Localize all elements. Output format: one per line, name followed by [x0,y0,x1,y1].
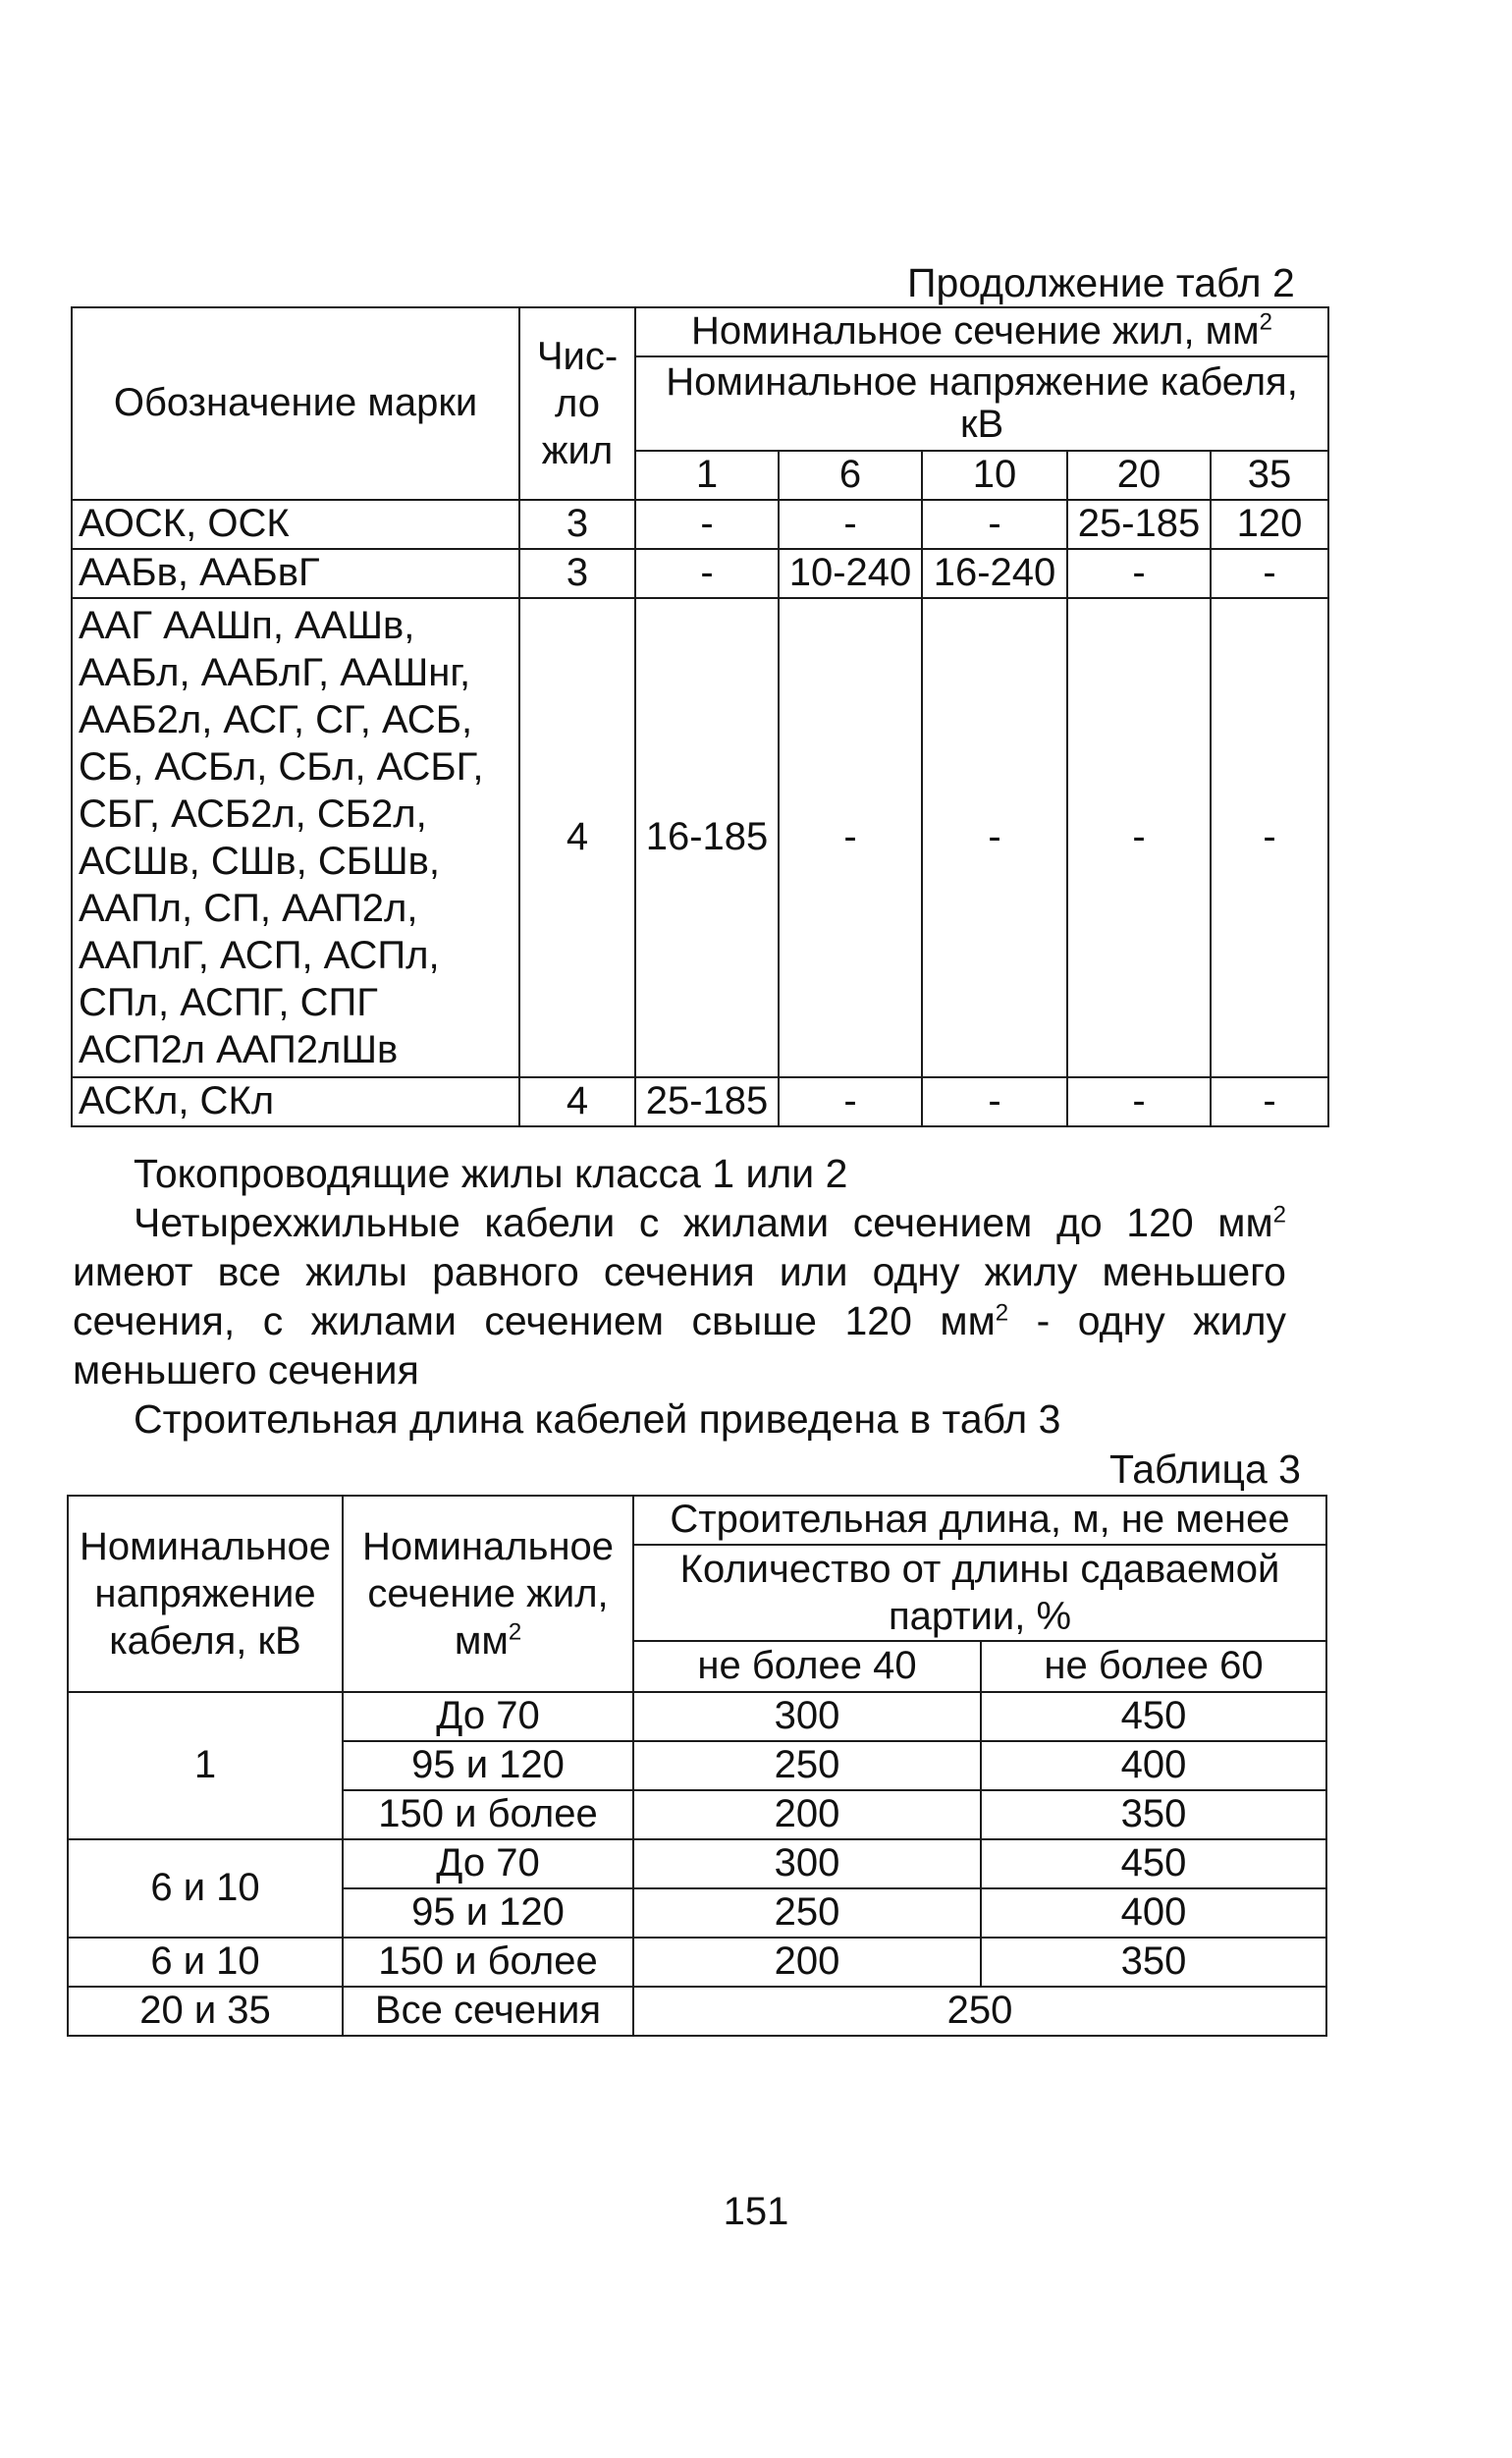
row-section: Все сечения [343,1987,633,2036]
row-voltage: 6 и 10 [68,1938,343,1987]
cell: 25-185 [1067,500,1211,549]
cell: 16-240 [922,549,1067,598]
table-row [72,1077,1328,1126]
header-quantity: Количество от длины сдаваемой партии, % [633,1545,1326,1641]
header-cores: Чис- ло жил [519,307,635,500]
cell: - [1211,1077,1328,1126]
header-section: Номинальное сечение жил, $мм^2$ [343,1496,633,1692]
cell: 250 [633,1888,981,1938]
cell: 25-185 [635,1077,779,1126]
row-cores: 4 [519,598,635,1077]
header-col-60: не более 60 [981,1641,1326,1692]
row-section: 95 и 120 [343,1741,633,1790]
row-mark: ААГ ААШп, ААШв, ААБл, ААБлГ, ААШнг, ААБ2л, АСГ, СГ, АСБ, СБ, АСБл, СБл, АСБГ, СБГ, АСБ2л, СБ2л, АСШв, СШв, СБШв, ААПл, СП, ААП2л, ААПлГ, АСП, АСПл, СПл, АСПГ, СПГ АСП2л ААП2лШв [72,598,519,1077]
table3-caption: Таблица 3 [1109,1447,1301,1492]
table-row [72,549,1328,598]
table-row [68,1987,1326,2036]
paragraph: Четырехжильные кабели с жилами сечением до 120 $мм^2$ имеют все жилы равного сечения или одну жилу меньшего сечения, с жилами сечением свыше 120 $мм^2$ - одну жилу меньшего сечения [73,1200,1286,1393]
row-section: До 70 [343,1839,633,1888]
cell: - [635,500,779,549]
row-mark: АОСК, ОСК [72,500,519,549]
cell: 120 [1211,500,1328,549]
row-cores: 3 [519,500,635,549]
cell: 400 [981,1888,1326,1938]
row-mark: ААБв, ААБвГ [72,549,519,598]
paragraph: Строительная длина кабелей приведена в табл 3 [134,1396,1061,1442]
row-section: До 70 [343,1692,633,1741]
cell: - [779,598,922,1077]
header-mark: Обозначение марки [72,307,519,500]
header-voltage-1: 1 [635,451,779,500]
row-cores: 3 [519,549,635,598]
cell: 300 [633,1692,981,1741]
table-2 [71,306,1329,1127]
cell: 450 [981,1692,1326,1741]
cell: 250 [633,1741,981,1790]
cell: 350 [981,1790,1326,1839]
table-row [72,500,1328,549]
header-voltage-35: 35 [1211,451,1328,500]
row-section: 150 и более [343,1938,633,1987]
header-voltage-6: 6 [779,451,922,500]
table-row [68,1839,1326,1888]
cell: - [922,1077,1067,1126]
cell: 350 [981,1938,1326,1987]
header-voltage-20: 20 [1067,451,1211,500]
row-voltage: 1 [68,1692,343,1839]
cell: - [922,598,1067,1077]
cell: - [635,549,779,598]
cell: 200 [633,1938,981,1987]
table2-caption: Продолжение табл 2 [907,260,1295,305]
cell: - [779,500,922,549]
cell: 200 [633,1790,981,1839]
row-voltage: 6 и 10 [68,1839,343,1938]
row-cores: 4 [519,1077,635,1126]
table-row [72,598,1328,1077]
page-number: 151 [723,2190,789,2233]
cell: - [1067,549,1211,598]
cell: - [922,500,1067,549]
body-text [73,1149,1286,1444]
header-voltage: Номинальное напряжение кабеля, кВ [635,356,1328,451]
header-voltage: Номинальное напряжение кабеля, кВ [68,1496,343,1692]
header-length: Строительная длина, м, не менее [633,1496,1326,1545]
cell: 250 [633,1987,1326,2036]
cell: - [1067,598,1211,1077]
paragraph: Токопроводящие жилы класса 1 или 2 [134,1151,848,1196]
cell: 16-185 [635,598,779,1077]
header-voltage-10: 10 [922,451,1067,500]
table-row [68,1692,1326,1741]
cell: 450 [981,1839,1326,1888]
row-mark: АСКл, СКл [72,1077,519,1126]
cell: - [1067,1077,1211,1126]
cell: 10-240 [779,549,922,598]
cell: 400 [981,1741,1326,1790]
header-col-40: не более 40 [633,1641,981,1692]
row-voltage: 20 и 35 [68,1987,343,2036]
row-section: 150 и более [343,1790,633,1839]
table-3 [67,1495,1327,2037]
header-section: Номинальное сечение жил, $мм^2$ [635,307,1328,356]
table-row [68,1938,1326,1987]
cell: - [1211,549,1328,598]
row-section: 95 и 120 [343,1888,633,1938]
cell: 300 [633,1839,981,1888]
cell: - [779,1077,922,1126]
cell: - [1211,598,1328,1077]
